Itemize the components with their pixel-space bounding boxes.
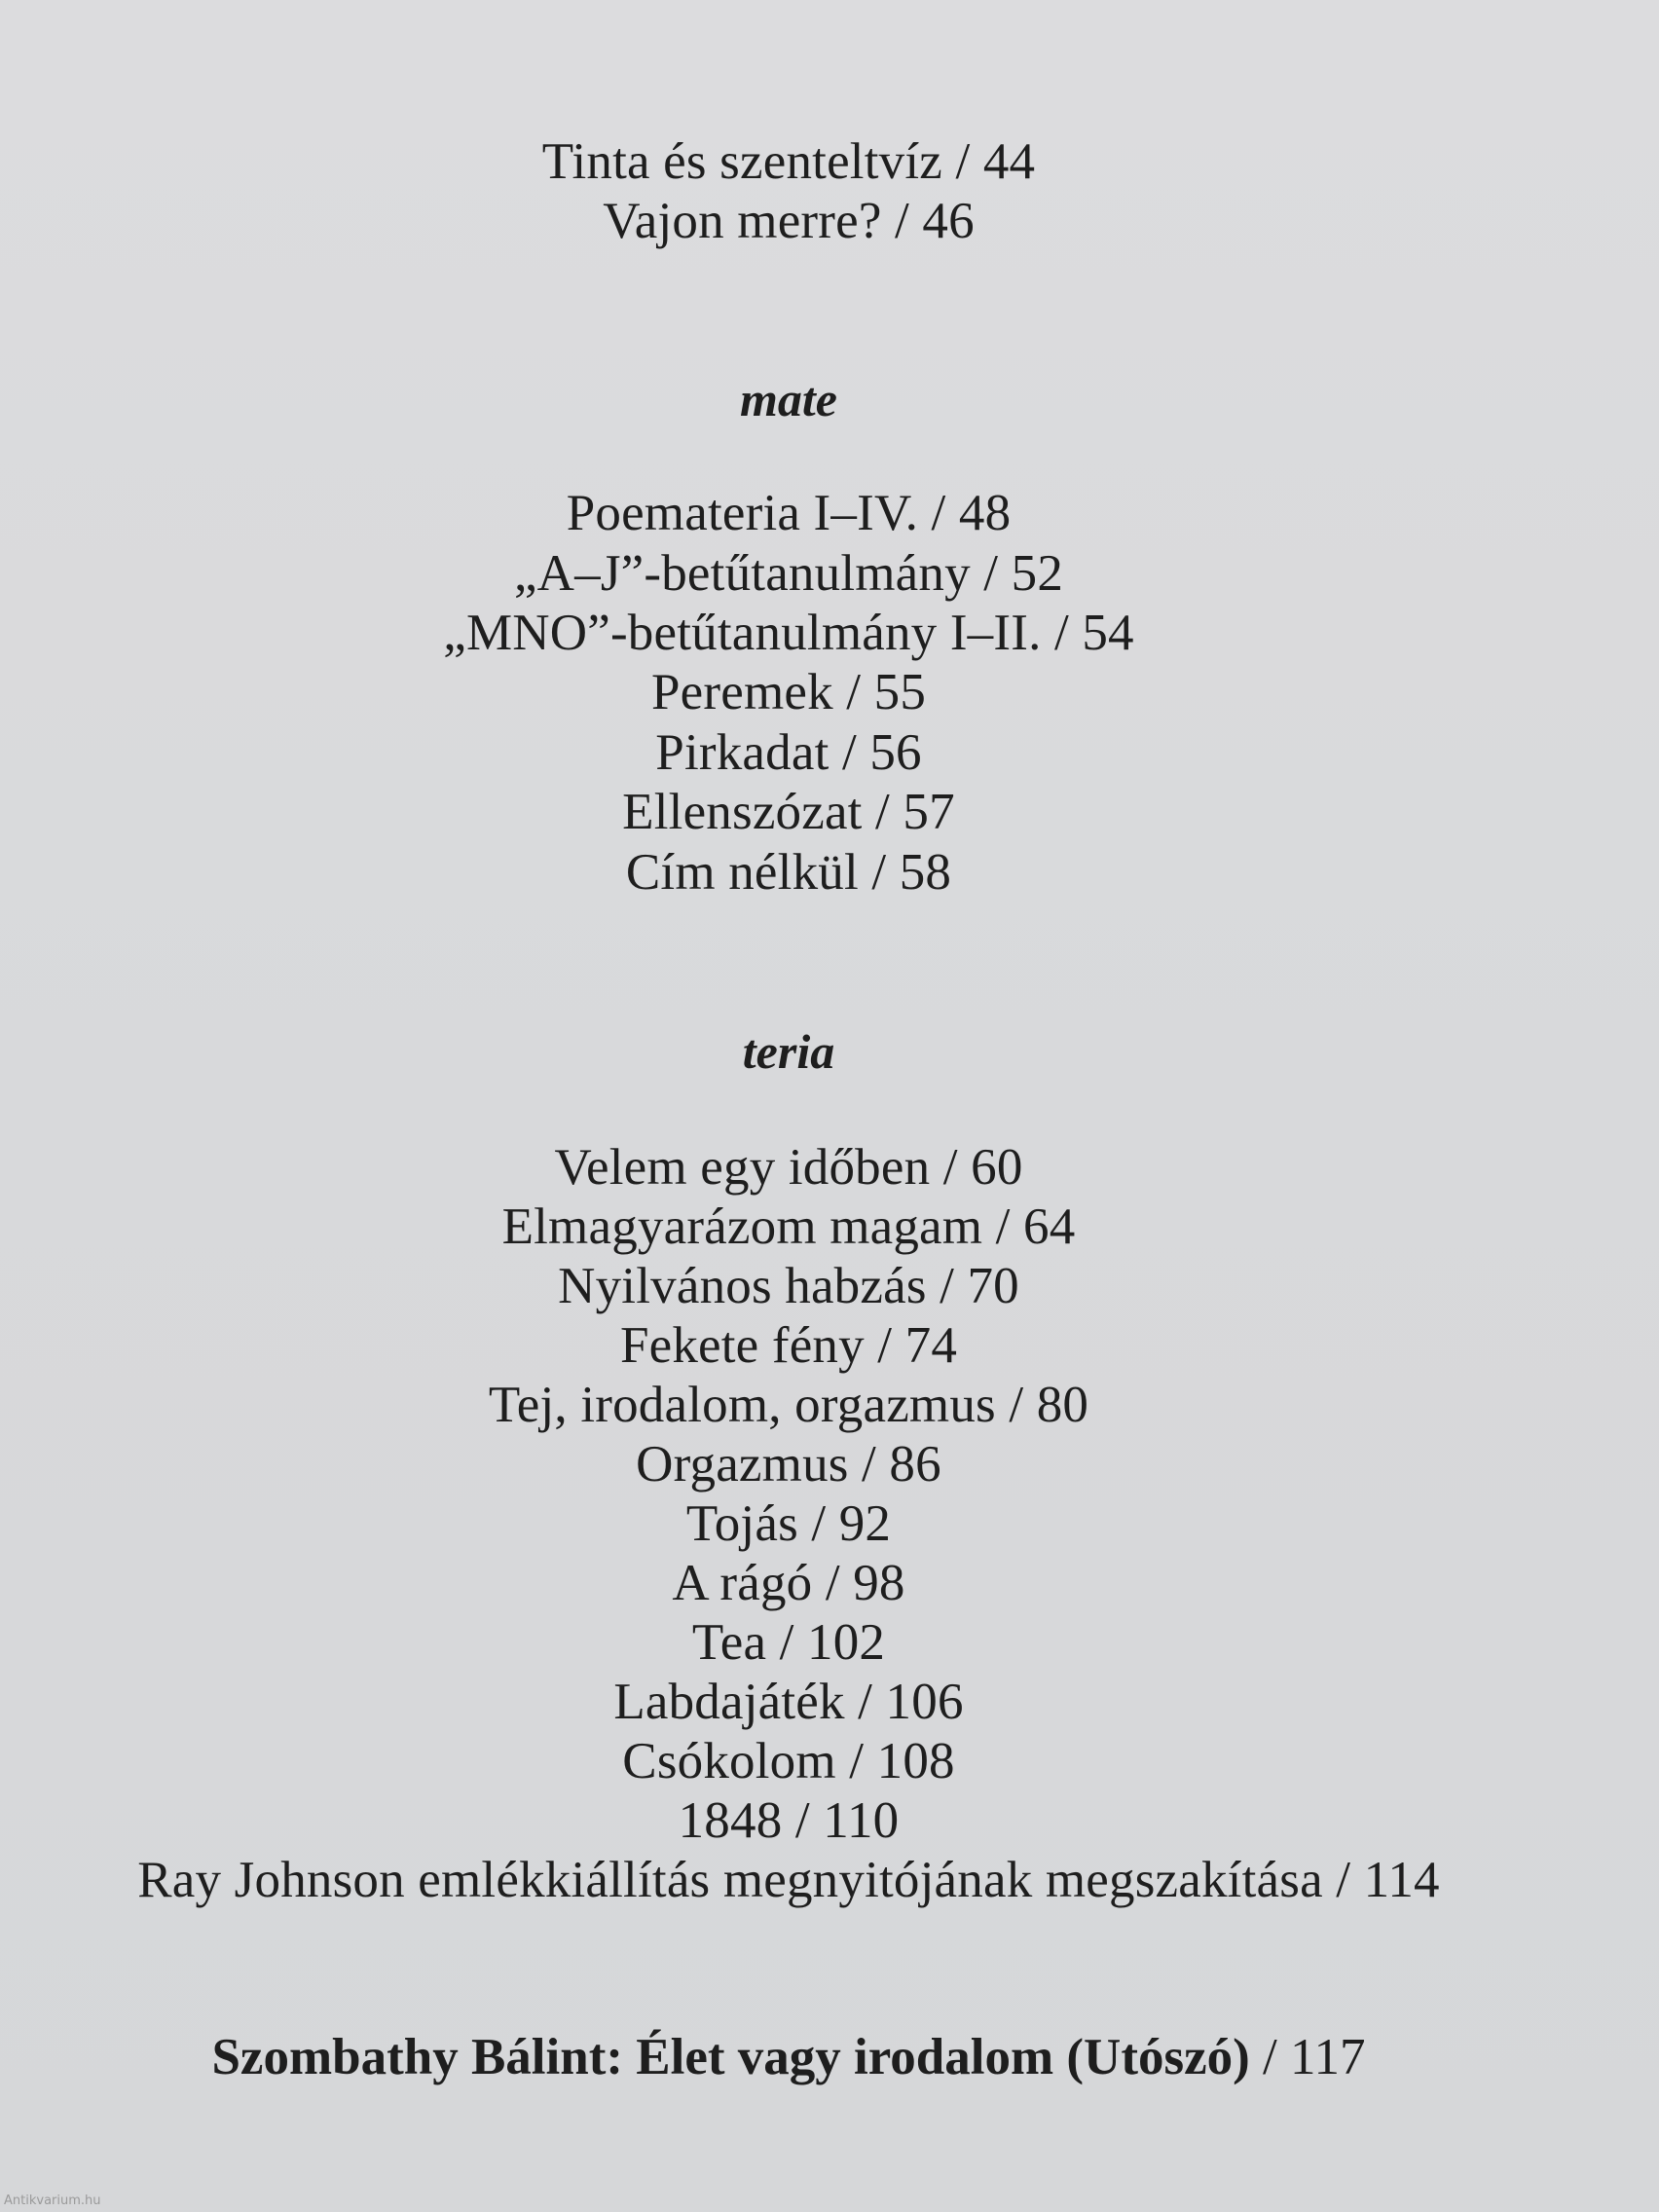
toc-entry: Ellenszózat / 57 — [622, 784, 955, 840]
toc-entry: Orgazmus / 86 — [636, 1436, 941, 1493]
toc-entry: Ray Johnson emlékkiállítás megnyitójának megszakítása / 114 — [137, 1852, 1440, 1908]
toc-entry: Tea / 102 — [691, 1614, 886, 1671]
toc-entry: A rágó / 98 — [672, 1555, 905, 1611]
section-heading-mate: mate — [740, 372, 837, 426]
toc-entry: „MNO”-betűtanulmány I–II. / 54 — [443, 605, 1134, 661]
toc-entry: Velem egy időben / 60 — [554, 1139, 1023, 1196]
afterword-title: Szombathy Bálint: Élet vagy irodalom (Utószó) — [211, 2029, 1250, 2085]
toc-entry: Nyilvános habzás / 70 — [558, 1258, 1019, 1314]
toc-entry: Pirkadat / 56 — [655, 724, 922, 781]
toc-entry: 1848 / 110 — [678, 1792, 900, 1849]
afterword-page: / 117 — [1249, 2029, 1366, 2085]
afterword-entry — [0, 2028, 1577, 2086]
toc-entry: Tojás / 92 — [685, 1495, 892, 1552]
toc-entry: Vajon merre? / 46 — [603, 193, 975, 249]
toc-entry: Tej, irodalom, orgazmus / 80 — [488, 1377, 1089, 1433]
toc-entry: Tinta és szenteltvíz / 44 — [541, 133, 1036, 190]
toc-entry: „A–J”-betűtanulmány / 52 — [513, 545, 1064, 602]
toc-entry: Peremek / 55 — [650, 664, 927, 720]
toc-entry: Poemateria I–IV. / 48 — [566, 485, 1012, 541]
section-heading-teria: teria — [742, 1024, 835, 1079]
toc-entry: Elmagyarázom magam / 64 — [501, 1198, 1076, 1255]
toc-entry: Labdajáték / 106 — [613, 1674, 964, 1730]
toc-entry: Cím nélkül / 58 — [625, 844, 952, 901]
toc-entry: Csókolom / 108 — [622, 1733, 955, 1789]
watermark: Antikvarium.hu — [4, 2194, 101, 2208]
toc-entry: Fekete fény / 74 — [619, 1317, 958, 1374]
